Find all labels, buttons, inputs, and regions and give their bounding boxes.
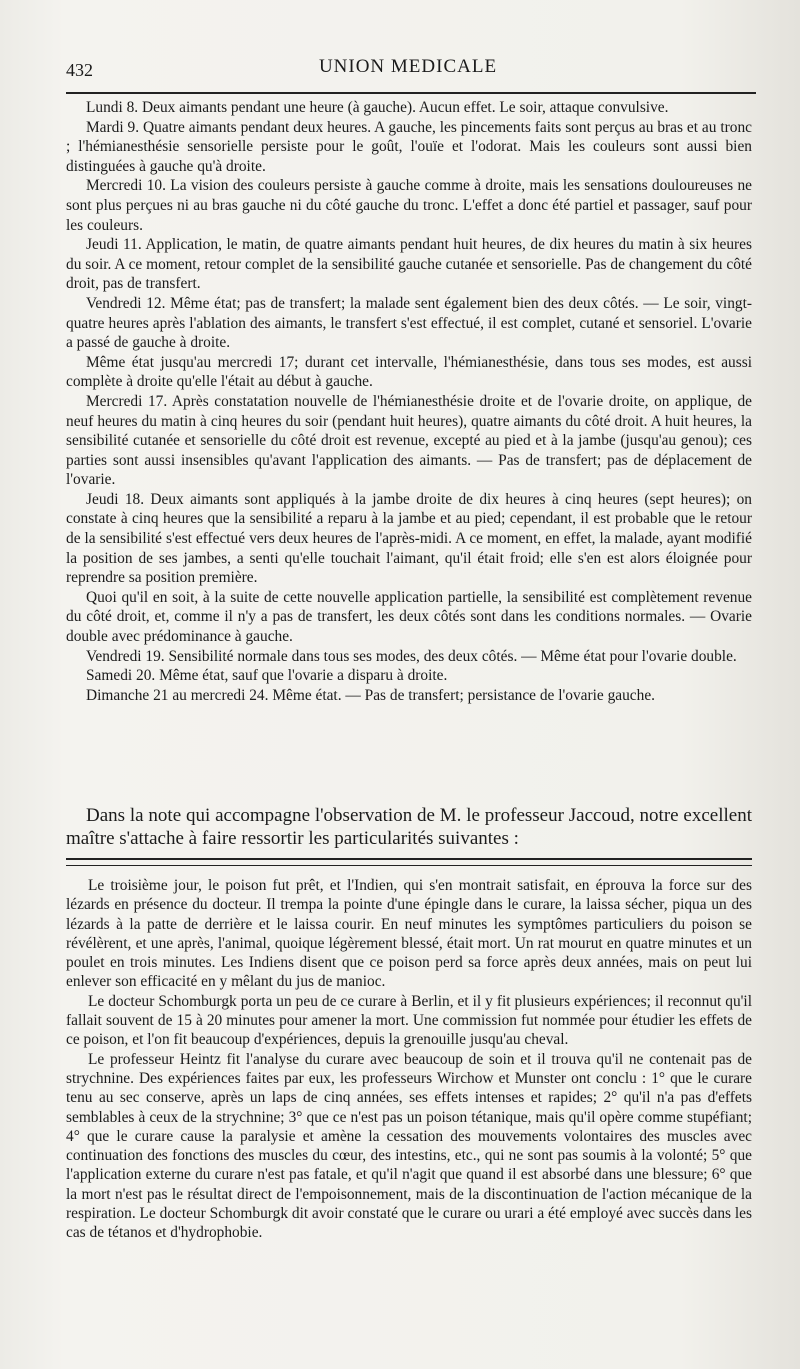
paragraph: Lundi 8. Deux aimants pendant une heure (à gauche). Aucun effet. Le soir, attaque convulsive. bbox=[86, 99, 669, 116]
paragraph: Jeudi 11. Application, le matin, de quatre aimants pendant huit heures, de dix heures du matin à six heures du soir. A ce moment, retour complet de la sensibilité gauche cutanée et sensorielle. Pas de changement du côté droit, pas de transfert. bbox=[66, 236, 752, 293]
paragraph: Le docteur Schomburgk porta un peu de ce curare à Berlin, et il y fit plusieurs expériences; il reconnut qu'il fallait souvent de 15 à 20 minutes pour amener la mort. Une commission fut nommée pour étudier les effets de ce poison, et l'on fit beaucoup d'expériences, depuis la grenouille jusqu'au cheval. bbox=[66, 992, 752, 1049]
section-separator-rule bbox=[66, 858, 752, 866]
paragraph: Mercredi 10. La vision des couleurs persiste à gauche comme à droite, mais les sensations douloureuses ne sont plus perçues ni au bras gauche ni du côté gauche du tronc. L'effet a donc été partiel et passager, sauf pour les couleurs. bbox=[66, 177, 752, 234]
paragraph: Mardi 9. Quatre aimants pendant deux heures. A gauche, les pincements faits sont perçus au bras et au tronc ; l'hémianesthésie sensorielle persiste pour le goût, l'ouïe et l'odorat. Mais les couleurs sont aussi bien distinguées à gauche qu'à droite. bbox=[66, 118, 752, 175]
paragraph: Le troisième jour, le poison fut prêt, et l'Indien, qui s'en montrait satisfait, en éprouva la force sur des lézards en présence du docteur. Il trempa la pointe d'une épingle dans le curare, la laissa sécher, piqua un des lézards à la patte de derrière et le laissa courir. En neuf minutes les symptômes particuliers du poison se révélèrent, et une après, l'animal, quoique légèrement blessé, était mort. Un rat mourut en quatre minutes et un poulet en trois minutes. Les Indiens disent que ce poison perd sa force après deux années, mais on peut lui enlever son efficacité en y mêlant du jus de manioc. bbox=[66, 877, 752, 991]
paragraph: Vendredi 12. Même état; pas de transfert; la malade sent également bien des deux côtés. — Le soir, vingt-quatre heures après l'ablation des aimants, le transfert s'est effectué, il est complet, cutané et sensoriel. L'ovarie a passé de gauche à droite. bbox=[66, 294, 752, 352]
paragraph: Vendredi 19. Sensibilité normale dans tous ses modes, des deux côtés. — Même état pour l'ovarie double. bbox=[86, 647, 737, 665]
paragraph: Le professeur Heintz fit l'analyse du curare avec beaucoup de soin et il trouva qu'il ne contenait pas de strychnine. Des expériences faites par eux, les professeurs Wirchow et Munster ont conclu : 1° que le curare tenu au sec conserve, après un laps de cinq années, ses effets intenses et rapides; 2° qu'il n'a pas d'effets semblables à ceux de la strychnine; 3° que ce n'est pas un poison tétanique, mais qu'il opère comme stupéfiant; 4° que le curare cause la paralysie et amène la cessation des mouvements volontaires des muscles avec continuation des fonctions des muscles du cœur, des intestins, etc., qui ne sont pas soumis à la volonté; 5° que l'application externe du curare n'est pas fatale, et qu'il n'agit que quand il est absorbé dans une blessure; 6° que la mort n'est pas le résultat direct de l'empoisonnement, mais de la discontinuation de l'action mécanique de la respiration. Le docteur Schomburgk dit avoir constaté que le curare ou urari a été employé avec succès dans les cas de tétanos et d'hydrophobie. bbox=[66, 1050, 752, 1242]
header-rule bbox=[66, 92, 756, 94]
paragraph: Dimanche 21 au mercredi 24. Même état. — Pas de transfert; persistance de l'ovarie gauche. bbox=[86, 686, 656, 704]
running-title: UNION MEDICALE bbox=[318, 56, 498, 77]
note-paragraph: Dans la note qui accompagne l'observation de M. le professeur Jaccoud, notre excellent maître s'attache à faire ressortir les particularités suivantes : bbox=[66, 805, 752, 849]
page-number: 432 bbox=[66, 60, 93, 80]
observation-log bbox=[66, 98, 752, 705]
commentary-note bbox=[66, 804, 752, 850]
feuilleton-text bbox=[66, 876, 752, 1243]
paragraph: Même état jusqu'au mercredi 17; durant cet intervalle, l'hémianesthésie, dans tous ses modes, est aussi complète à droite qu'elle l'était au début à gauche. bbox=[66, 353, 752, 391]
paragraph: Quoi qu'il en soit, à la suite de cette nouvelle application partielle, la sensibilité est complètement revenue du côté droit, et, comme il n'y a pas de transfert, les deux côtés sont dans les conditions normales. — Ovarie double avec prédominance à gauche. bbox=[66, 588, 752, 646]
paragraph: Samedi 20. Même état, sauf que l'ovarie a disparu à droite. bbox=[86, 667, 448, 685]
paragraph: Jeudi 18. Deux aimants sont appliqués à la jambe droite de dix heures à cinq heures (sept heures); on constate à cinq heures que la sensibilité a reparu à la jambe et au pied; cependant, il est probable que le retour de la sensibilité s'est effectué vers deux heures de l'après-midi. A ce moment, en effet, la malade, ayant modifié la position de ses jambes, a senti qu'elle touchait l'aimant, qu'il était froid; elle s'en est alors éloignée pour reprendre sa position première. bbox=[66, 490, 752, 587]
page-header bbox=[66, 52, 750, 82]
paragraph: Mercredi 17. Après constatation nouvelle de l'hémianesthésie droite et de l'ovarie droite, on applique, de neuf heures du matin à cinq heures du soir (pendant huit heures), quatre aimants du côté droit. A huit heures, la sensibilité cutanée et sensorielle du côté droit est revenue, excepté au pied et à la jambe (jusqu'au genou); ces parties sont aussi insensibles qu'avant l'application des aimants. — Pas de transfert; pas de déplacement de l'ovarie. bbox=[66, 392, 752, 489]
